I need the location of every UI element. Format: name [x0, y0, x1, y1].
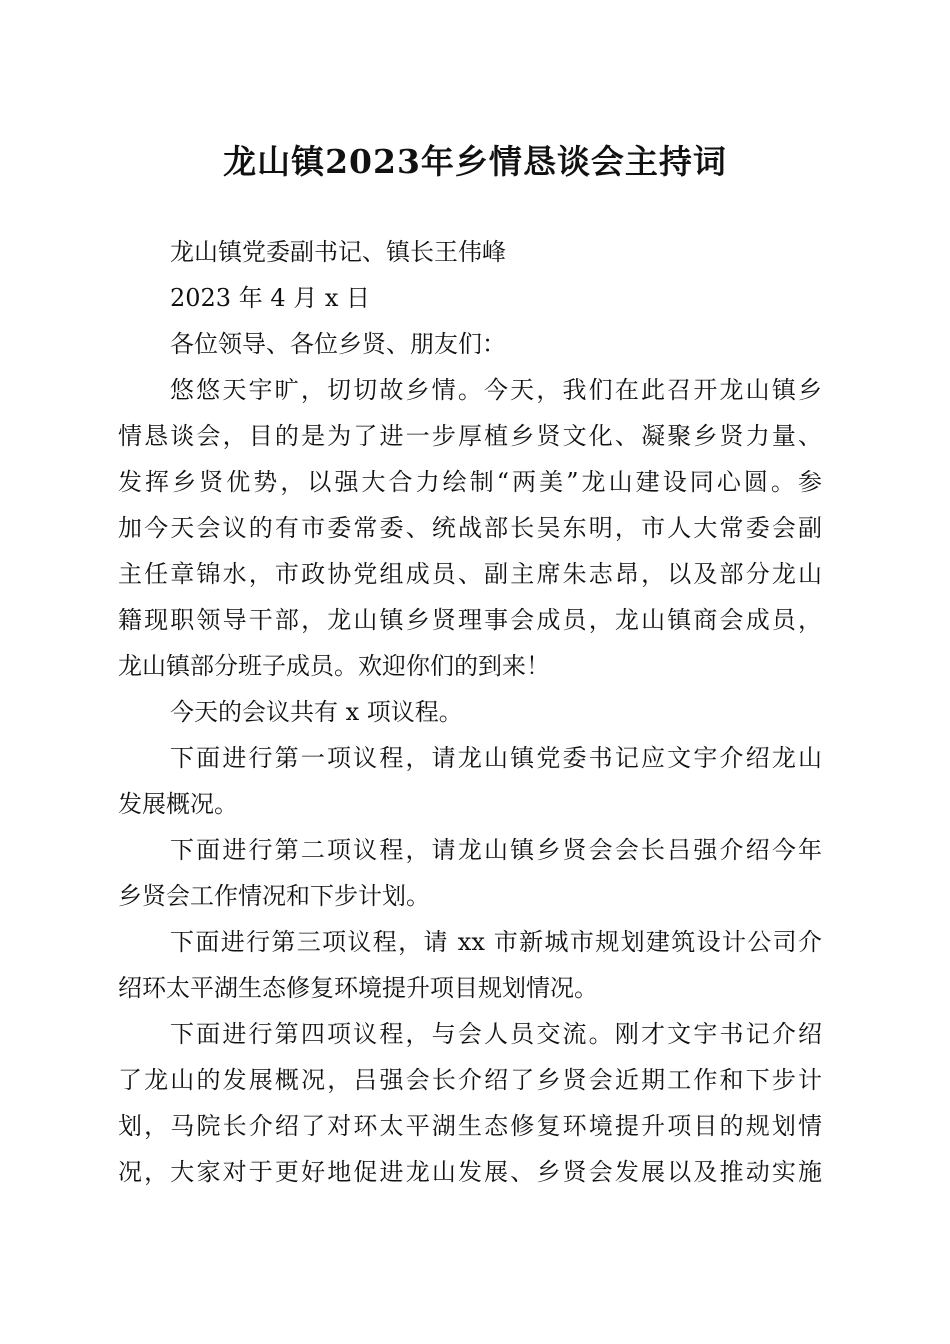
paragraph [118, 689, 822, 735]
paragraph [118, 321, 822, 367]
text-line: 下面进行第二项议程，请龙山镇乡贤会会长吕强介绍今年 [170, 836, 822, 864]
text-line: 2023 年 4 月 x 日 [170, 284, 371, 312]
text-line: 划，马院长介绍了对环太平湖生态修复环境提升项目的规划情 [118, 1112, 822, 1140]
text-line: 下面进行第一项议程，请龙山镇党委书记应文宇介绍龙山 [170, 744, 822, 772]
document-title: 龙山镇2023年乡情恳谈会主持词 [223, 142, 727, 181]
paragraph [118, 735, 822, 827]
paragraph [118, 367, 822, 689]
text-line: 籍现职领导干部，龙山镇乡贤理事会成员，龙山镇商会成员， [118, 606, 822, 634]
text-line: 绍环太平湖生态修复环境提升项目规划情况。 [118, 974, 598, 1002]
text-line: 龙山镇党委副书记、镇长王伟峰 [170, 238, 506, 266]
text-line: 加今天会议的有市委常委、统战部长吴东明，市人大常委会副 [118, 514, 822, 542]
text-line: 情恳谈会，目的是为了进一步厚植乡贤文化、凝聚乡贤力量、 [118, 422, 822, 450]
text-line: 下面进行第三项议程，请 xx 市新城市规划建筑设计公司介 [170, 928, 822, 956]
paragraph [118, 919, 822, 1011]
text-line: 主任章锦水，市政协党组成员、副主席朱志昂，以及部分龙山 [118, 560, 822, 588]
text-line: 下面进行第四项议程，与会人员交流。刚才文宇书记介绍 [170, 1020, 822, 1048]
paragraph [118, 827, 822, 919]
paragraph [118, 229, 822, 275]
text-line: 乡贤会工作情况和下步计划。 [118, 882, 430, 910]
text-line: 了龙山的发展概况，吕强会长介绍了乡贤会近期工作和下步计 [118, 1066, 822, 1094]
document-body [118, 229, 822, 1195]
text-line: 各位领导、各位乡贤、朋友们： [170, 330, 506, 358]
text-line: 发展概况。 [118, 790, 238, 818]
text-line: 今天的会议共有 x 项议程。 [170, 698, 463, 726]
text-line: 龙山镇部分班子成员。欢迎你们的到来！ [118, 652, 550, 680]
paragraph [118, 1011, 822, 1195]
text-line: 悠悠天宇旷，切切故乡情。今天，我们在此召开龙山镇乡 [170, 376, 822, 404]
text-line: 发挥乡贤优势，以强大合力绘制“两美”龙山建设同心圆。参 [118, 468, 822, 496]
paragraph [118, 275, 822, 321]
text-line: 况，大家对于更好地促进龙山发展、乡贤会发展以及推动实施 [118, 1158, 822, 1186]
